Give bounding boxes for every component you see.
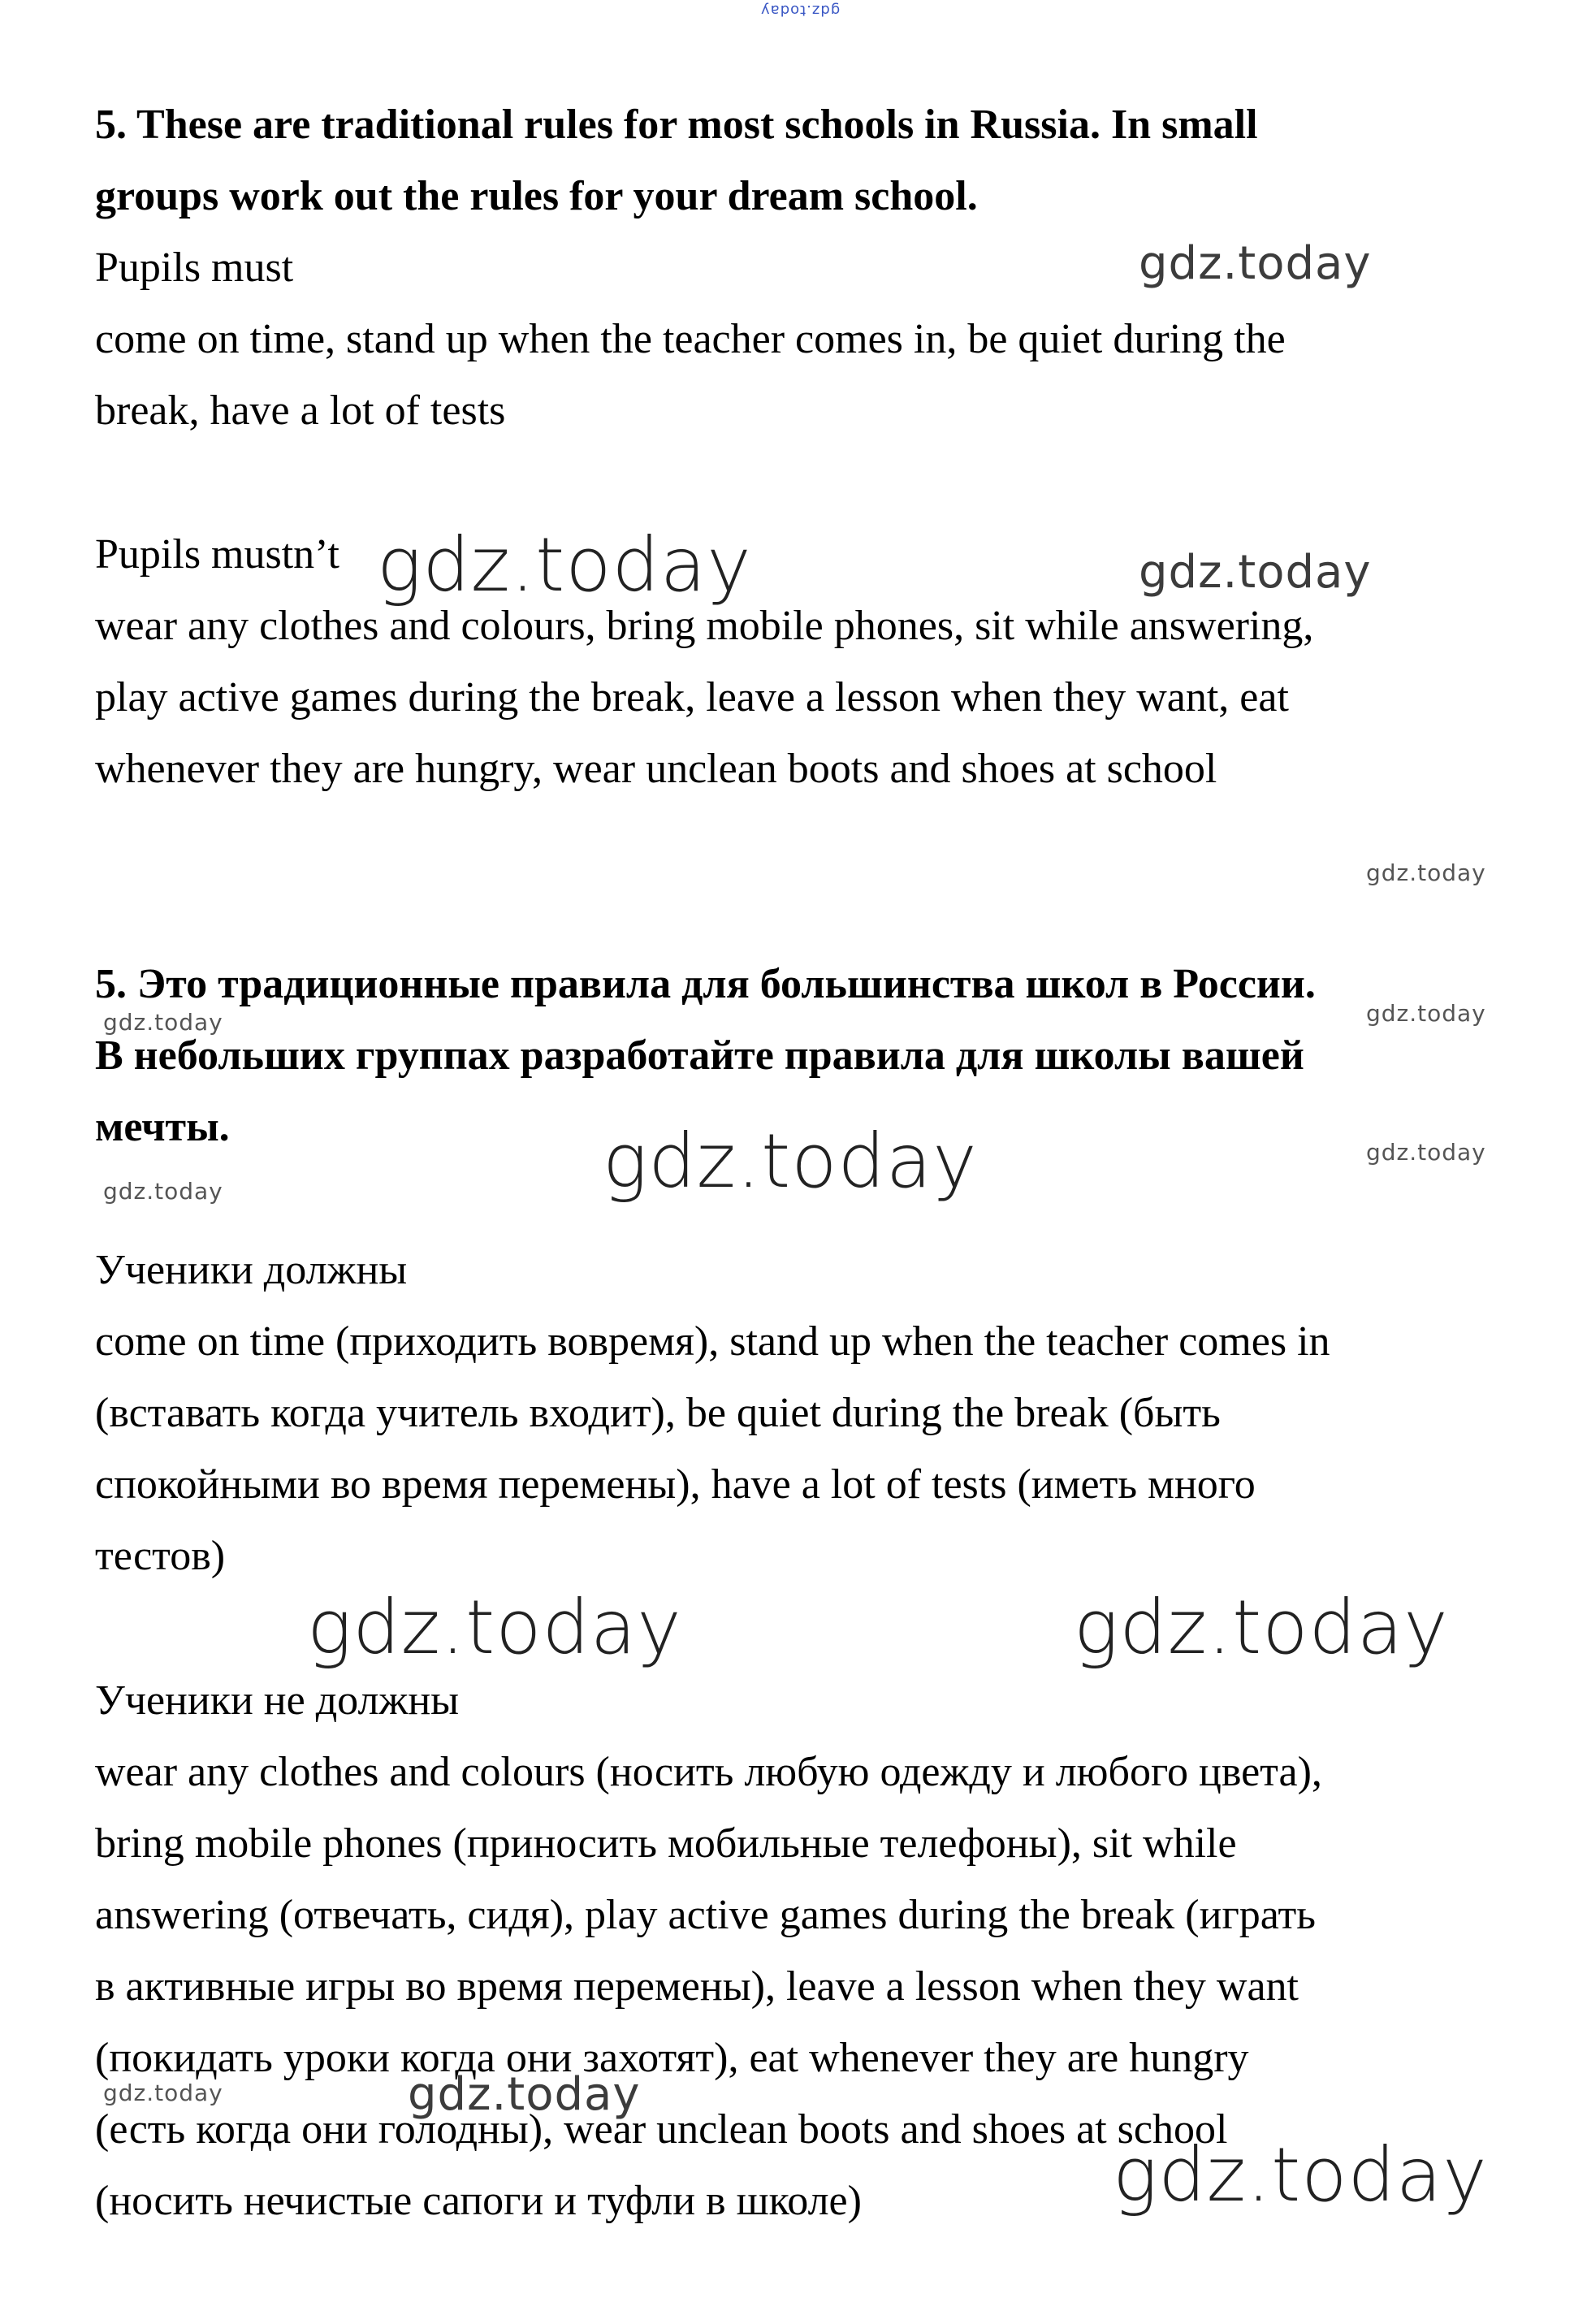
watermark: gdz.today — [408, 2068, 641, 2121]
watermark: gdz.today — [1366, 1139, 1486, 1166]
mustnt-rules-ru-cont: answering (отвечать, сидя), play active games during the break (играть — [95, 1892, 1316, 1938]
must-label-en: Pupils must — [95, 245, 294, 291]
exercise-heading-ru-cont: В небольших группах разработайте правила для школы вашей — [95, 1032, 1304, 1079]
exercise-heading-en: 5. These are traditional rules for most schools in Russia. In small — [95, 102, 1258, 148]
mustnt-label-ru: Ученики не должны — [95, 1677, 460, 1724]
must-rules-ru-cont: спокойными во время перемены), have a lot of tests (иметь много — [95, 1461, 1256, 1508]
mustnt-rules-en-cont: play active games during the break, leave a lesson when they want, eat — [95, 674, 1289, 721]
watermark: gdz.today — [377, 521, 752, 608]
watermark: gdz.today — [103, 1009, 223, 1036]
exercise-heading-en-cont: groups work out the rules for your dream school. — [95, 173, 978, 219]
exercise-heading-ru: 5. Это традиционные правила для большинства школ в России. — [95, 961, 1316, 1007]
watermark: gdz.today — [603, 1118, 978, 1205]
mustnt-rules-ru-cont: (носить нечистые сапоги и туфли в школе) — [95, 2178, 862, 2224]
must-rules-ru-cont: (вставать когда учитель входит), be quiet during the break (быть — [95, 1390, 1221, 1436]
watermark: gdz.today — [307, 1584, 682, 1671]
must-rules-ru-cont: тестов) — [95, 1533, 226, 1579]
watermark: gdz.today — [1139, 237, 1372, 290]
mustnt-rules-ru-cont: bring mobile phones (приносить мобильные телефоны), sit while — [95, 1820, 1237, 1867]
watermark: gdz.today — [1139, 546, 1372, 599]
must-rules-en-cont: break, have a lot of tests — [95, 387, 506, 434]
mustnt-rules-ru-cont: (есть когда они голодны), wear unclean boots and shoes at school — [95, 2106, 1228, 2153]
must-rules-en: come on time, stand up when the teacher comes in, be quiet during the — [95, 316, 1286, 362]
mustnt-rules-ru: wear any clothes and colours (носить любую одежду и любого цвета), — [95, 1749, 1322, 1795]
mustnt-rules-en-cont: whenever they are hungry, wear unclean boots and shoes at school — [95, 746, 1217, 792]
watermark: gdz.today — [1113, 2131, 1488, 2218]
watermark: gdz.today — [1074, 1584, 1449, 1671]
mustnt-rules-ru-cont: (покидать уроки когда они захотят), eat whenever they are hungry — [95, 2035, 1249, 2081]
mustnt-label-en: Pupils mustn’t — [95, 531, 340, 578]
watermark: gdz.today — [1366, 1000, 1486, 1027]
exercise-heading-ru-cont: мечты. — [95, 1104, 230, 1150]
watermark: gdz.today — [760, 2, 841, 19]
watermark: gdz.today — [103, 2079, 223, 2106]
must-label-ru: Ученики должны — [95, 1247, 408, 1293]
must-rules-ru: come on time (приходить вовремя), stand up when the teacher comes in — [95, 1318, 1330, 1365]
watermark: gdz.today — [103, 1178, 223, 1205]
watermark: gdz.today — [1366, 859, 1486, 886]
mustnt-rules-ru-cont: в активные игры во время перемены), leave a lesson when they want — [95, 1963, 1299, 2010]
mustnt-rules-en: wear any clothes and colours, bring mobile phones, sit while answering, — [95, 603, 1314, 649]
